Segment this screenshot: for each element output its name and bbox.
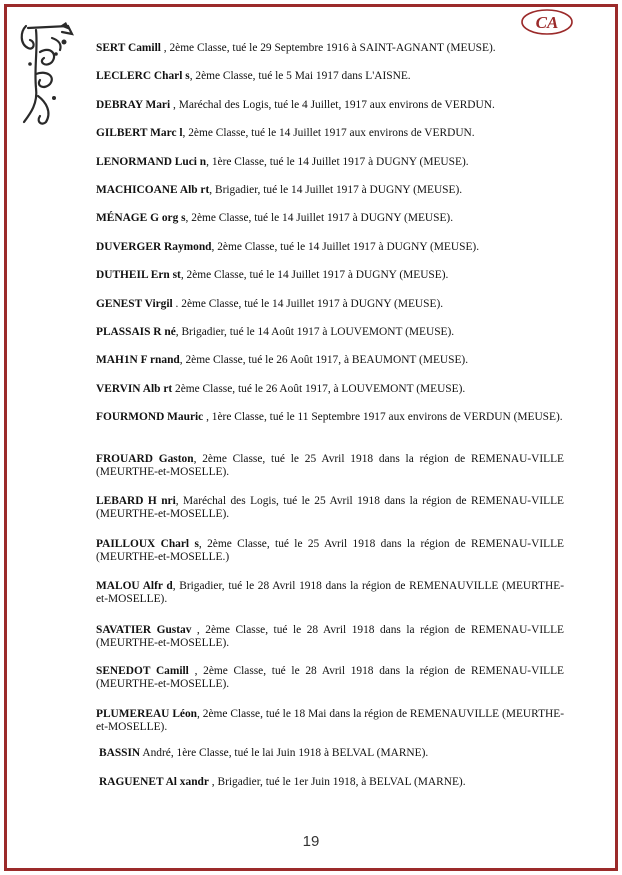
list-item: MACHICOANE Alb rt, Brigadier, tué le 14 Juillet 1917 à DUGNY (MEUSE).	[96, 184, 463, 196]
list-item: DUVERGER Raymond, 2ème Classe, tué le 14 Juillet 1917 à DUGNY (MEUSE).	[96, 241, 480, 253]
list-item: MÉNAGE G org s, 2ème Classe, tué le 14 Juillet 1917 à DUGNY (MEUSE).	[96, 212, 454, 224]
list-item: BASSIN André, 1ère Classe, tué le lai Juin 1918 à BELVAL (MARNE).	[99, 747, 429, 759]
list-item: LENORMAND Luci n, 1ère Classe, tué le 14 Juillet 1917 à DUGNY (MEUSE).	[96, 156, 469, 168]
list-item: GILBERT Marc l, 2ème Classe, tué le 14 Juillet 1917 aux environs de VERDUN.	[96, 127, 475, 139]
list-item: PLASSAIS R né, Brigadier, tué le 14 Août 1917 à LOUVEMONT (MEUSE).	[96, 326, 455, 338]
list-item: MAH1N F rnand, 2ème Classe, tué le 26 Août 1917, à BEAUMONT (MEUSE).	[96, 354, 469, 366]
list-item: PLUMEREAU Léon, 2ème Classe, tué le 18 Mai dans la région de REMENAUVILLE (MEURTHE-et-MOSELLE).	[96, 708, 564, 734]
list-item: DUTHEIL Ern st, 2ème Classe, tué le 14 Juillet 1917 à DUGNY (MEUSE).	[96, 269, 449, 281]
list-item: DEBRAY Mari , Maréchal des Logis, tué le 4 Juillet, 1917 aux environs de VERDUN.	[96, 99, 495, 111]
list-item: SAVATIER Gustav , 2ème Classe, tué le 28 Avril 1918 dans la région de REMENAU-VILLE (MEURTHE-et-MOSELLE).	[96, 624, 564, 650]
list-item: RAGUENET Al xandr , Brigadier, tué le 1er Juin 1918, à BELVAL (MARNE).	[99, 776, 466, 788]
list-item: VERVIN Alb rt 2ème Classe, tué le 26 Août 1917, à LOUVEMONT (MEUSE).	[96, 383, 466, 395]
list-item: LEBARD H nri, Maréchal des Logis, tué le 25 Avril 1918 dans la région de REMENAU-VILLE (MEURTHE-et-MOSELLE).	[96, 495, 564, 521]
list-item: PAILLOUX Charl s, 2ème Classe, tué le 25 Avril 1918 dans la région de REMENAU-VILLE (MEURTHE-et-MOSELLE.)	[96, 538, 564, 564]
ca-logo	[520, 8, 574, 36]
list-item: GENEST Virgil . 2ème Classe, tué le 14 Juillet 1917 à DUGNY (MEUSE).	[96, 298, 444, 310]
list-item: MALOU Alfr d, Brigadier, tué le 28 Avril 1918 dans la région de REMENAUVILLE (MEURTHE-et-MOSELLE).	[96, 580, 564, 606]
logo-text: CA	[535, 13, 559, 32]
page-number: 19	[302, 833, 320, 850]
list-item: LECLERC Charl s, 2ème Classe, tué le 5 Mai 1917 dans L'AISNE.	[96, 70, 411, 82]
list-item: SENEDOT Camill , 2ème Classe, tué le 28 Avril 1918 dans la région de REMENAU-VILLE (MEURTHE-et-MOSELLE).	[96, 665, 564, 691]
ornamental-initial-icon	[16, 18, 78, 128]
list-item: FROUARD Gaston, 2ème Classe, tué le 25 Avril 1918 dans la région de REMENAU-VILLE (MEURTHE-et-MOSELLE).	[96, 453, 565, 479]
list-item: SERT Camill , 2ème Classe, tué le 29 Septembre 1916 à SAINT-AGNANT (MEUSE).	[96, 42, 496, 54]
list-item: FOURMOND Mauric , 1ère Classe, tué le 11 Septembre 1917 aux environs de VERDUN (MEUSE).	[96, 411, 563, 423]
